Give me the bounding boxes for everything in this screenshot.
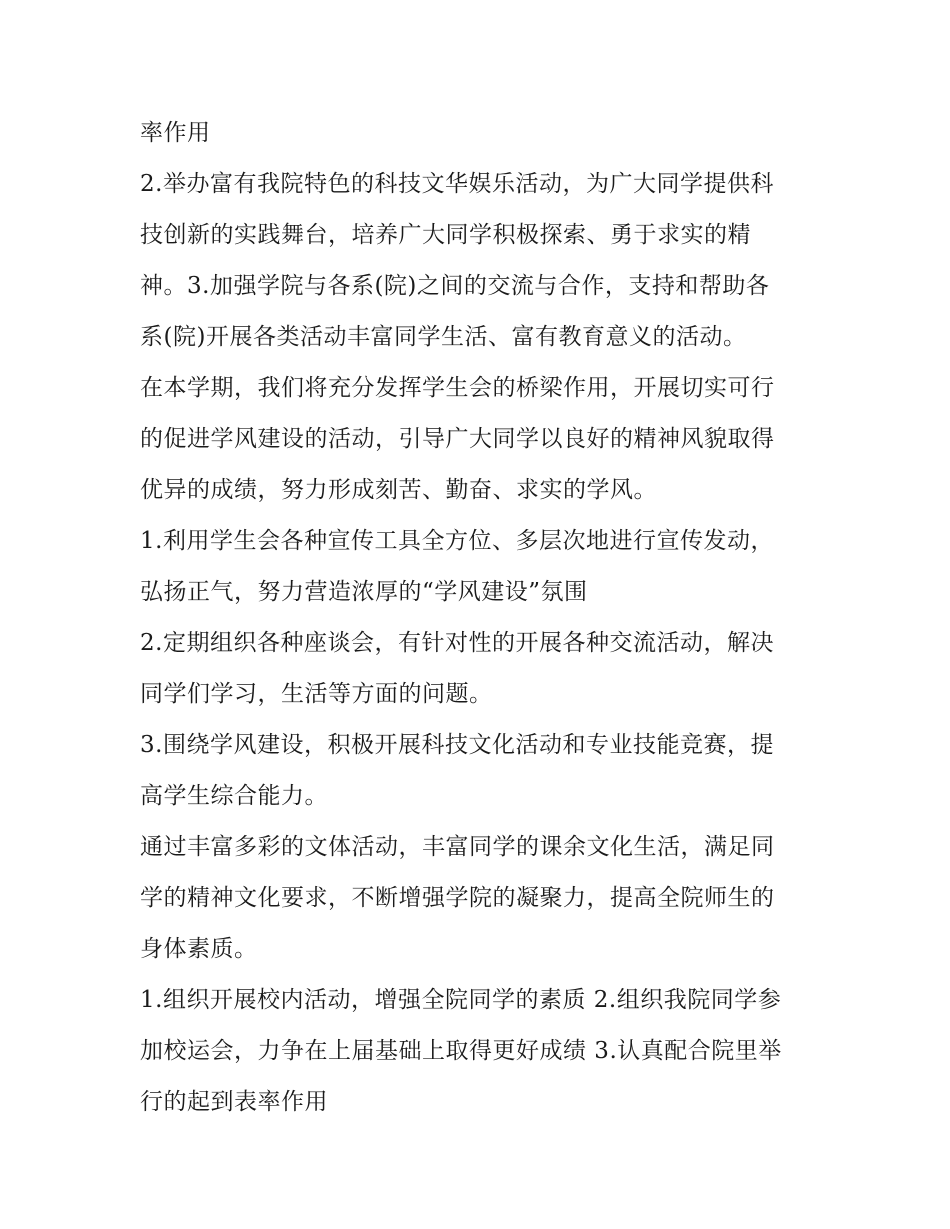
text-line: 1.利用学生会各种宣传工具全方位、多层次地进行宣传发动， [140,528,774,554]
text-line: 3.围绕学风建设，积极开展科技文化活动和专业技能竞赛，提 [140,732,774,758]
text-line: 优异的成绩，努力形成刻苦、勤奋、求实的学风。 [140,477,657,503]
text-line: 神。3.加强学院与各系(院)之间的交流与合作，支持和帮助各 [140,273,770,299]
text-line: 同学们学习，生活等方面的问题。 [140,681,493,707]
text-line: 1.组织开展校内活动，增强全院同学的素质 2.组织我院同学参 [140,987,782,1013]
text-line: 率作用 [140,120,211,146]
text-line: 2.举办富有我院特色的科技文华娱乐活动，为广大同学提供科 [140,171,774,197]
text-line: 系(院)开展各类活动丰富同学生活、富有教育意义的活动。 [140,324,747,350]
text-line: 学的精神文化要求，不断增强学院的凝聚力，提高全院师生的 [140,885,775,911]
text-line: 弘扬正气，努力营造浓厚的“学风建设”氛围 [140,579,588,605]
text-line: 通过丰富多彩的文体活动，丰富同学的课余文化生活，满足同 [140,834,775,860]
text-line: 技创新的实践舞台，培养广大同学积极探索、勇于求实的精 [140,222,751,248]
text-line: 身体素质。 [140,936,258,962]
text-line: 高学生综合能力。 [140,783,328,809]
text-line: 的促进学风建设的活动，引导广大同学以良好的精神风貌取得 [140,426,775,452]
text-line: 加校运会，力争在上届基础上取得更好成绩 3.认真配合院里举 [140,1038,782,1064]
text-line: 行的起到表率作用 [140,1089,328,1115]
body-text [140,108,820,1128]
text-line: 在本学期，我们将充分发挥学生会的桥梁作用，开展切实可行 [140,375,775,401]
text-line: 2.定期组织各种座谈会，有针对性的开展各种交流活动，解决 [140,630,774,656]
